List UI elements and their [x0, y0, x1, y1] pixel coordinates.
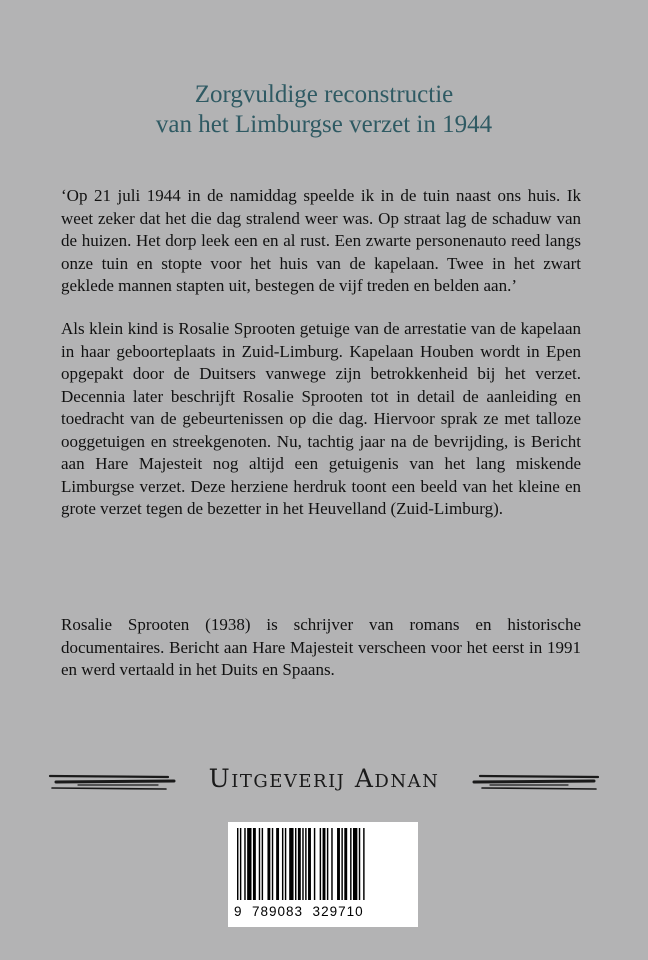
barcode-bar	[350, 828, 351, 900]
author-bio-paragraph: Rosalie Sprooten (1938) is schrijver van romans en historische documentaires. Bericht aan Hare Majesteit verscheen voor het eerst in 1991 en werd vertaald in het Duits en Spaans.	[61, 615, 581, 679]
barcode-bar	[276, 828, 279, 900]
barcode-bar	[240, 828, 241, 900]
barcode-bar	[308, 828, 311, 900]
tagline	[0, 80, 648, 140]
barcode-bar	[327, 828, 328, 900]
barcode-bar	[302, 828, 303, 900]
barcode-bar	[285, 828, 286, 900]
barcode-bar	[262, 828, 263, 900]
publisher-banner	[48, 762, 600, 802]
publisher-name: Uitgeverij Adnan	[208, 764, 440, 793]
barcode-bar	[272, 828, 273, 900]
barcode-bar	[253, 828, 256, 900]
barcode-bar	[331, 828, 332, 900]
barcode-bar	[244, 828, 245, 900]
barcode-bar	[267, 828, 270, 900]
barcode-bar	[289, 828, 293, 900]
isbn-barcode	[228, 822, 418, 927]
barcode-bar	[341, 828, 342, 900]
barcode-bar	[305, 828, 306, 900]
barcode-bar	[237, 828, 238, 900]
barcode-bar	[353, 828, 357, 900]
barcode-bar	[259, 828, 260, 900]
barcode-bar	[320, 828, 321, 900]
barcode-bar	[359, 828, 360, 900]
barcode-digits: 9 789083 329710	[234, 904, 364, 919]
description-paragraph: Als klein kind is Rosalie Sprooten getuige van de arrestatie van de kapelaan in haar geboorteplaats in Zuid-Limburg. Kapelaan Houben wordt in Epen opgepakt door de Duitsers vanwege zijn betrokkenheid bij het verzet. Decennia later beschrijft Rosalie Sprooten tot in detail de aanleiding en toedracht van de gebeurtenissen op die dag. Hiervoor sprak ze met talloze ooggetuigen en streekgenoten. Nu, tachtig jaar na de bevrijding, is Bericht aan Hare Majesteit nog altijd een getuigenis van het lang miskende Limburgse verzet. Deze herziene herdruk toont een beeld van het kleine en grote verzet tegen de bezetter in het Heuvelland (Zuid-Limburg).	[61, 319, 581, 518]
barcode-bar	[337, 828, 340, 900]
barcode-bar	[323, 828, 326, 900]
barcode-bar	[247, 828, 251, 900]
barcode-bar	[344, 828, 347, 900]
tagline-line-1: Zorgvuldige reconstructie	[194, 81, 454, 108]
quote-paragraph: ‘Op 21 juli 1944 in de namiddag speelde ik in de tuin naast ons huis. Ik weet zeker dat het die dag stralend weer was. Op straat lag de schaduw van de huizen. Het dorp leek een en al rust. Een zwarte personenauto reed langs onze tuin en stopte voor het huis van de kapelaan. Twee in het zwart geklede mannen stapten uit, bestegen de vijf treden en belden aan.’	[61, 186, 581, 295]
barcode-bar	[295, 828, 296, 900]
barcode-bar	[298, 828, 301, 900]
barcode-bar	[363, 828, 364, 900]
barcode-bar	[314, 828, 315, 900]
tagline-line-2: van het Limburgse verzet in 1944	[155, 111, 493, 138]
barcode-bar	[282, 828, 283, 900]
